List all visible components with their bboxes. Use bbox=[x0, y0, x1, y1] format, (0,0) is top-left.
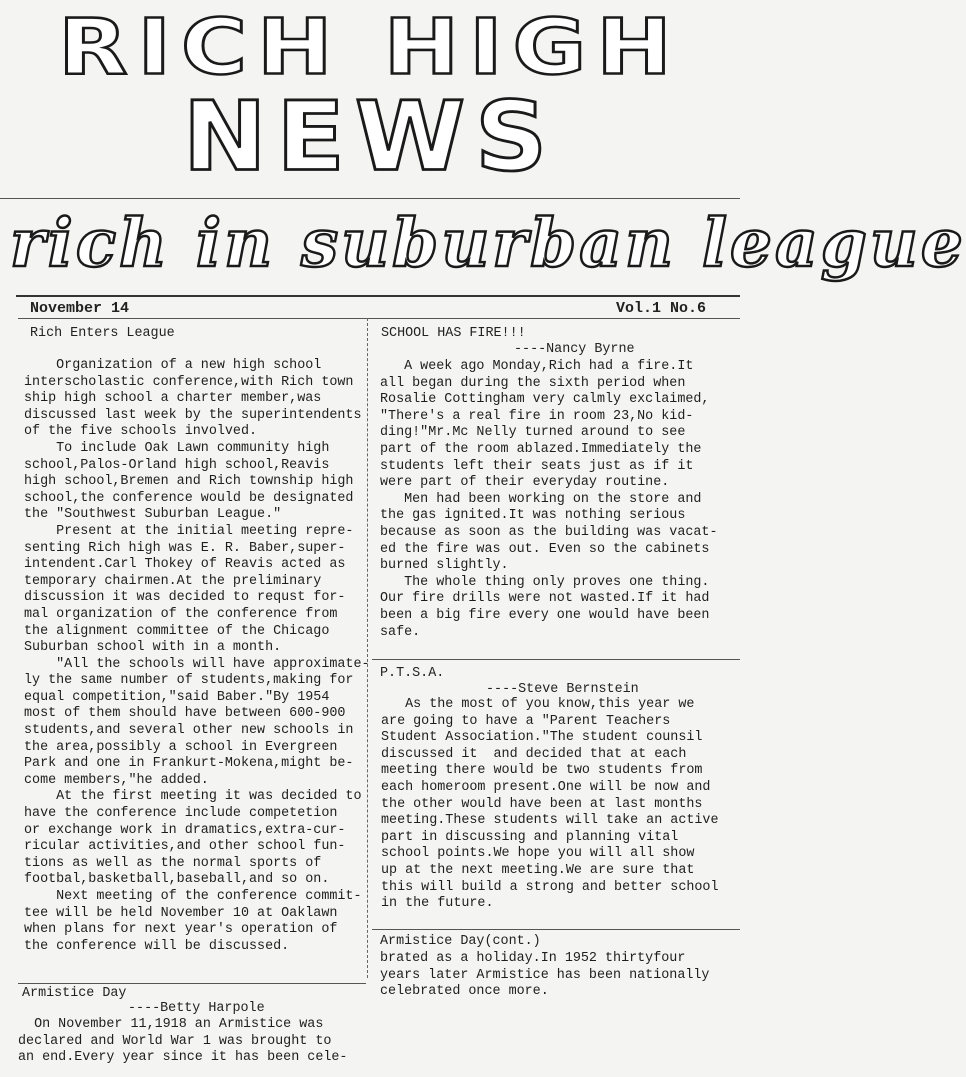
article-heading-fire: SCHOOL HAS FIRE!!! bbox=[381, 326, 526, 341]
article-heading-armistice: Armistice Day bbox=[22, 986, 127, 1001]
dateline-divider bbox=[18, 318, 740, 319]
article-heading-ptsa: P.T.S.A. bbox=[380, 666, 445, 681]
issue-date: November 14 bbox=[30, 300, 130, 317]
article-byline-ptsa: ----Steve Bernstein bbox=[486, 682, 639, 697]
article-body-league: Organization of a new high school interscholastic conference,with Rich town ship high school a charter member,was discussed last week by the superintendents of the five schools involved. To include Oak Lawn community high school,Palos-Orland high school,Reavis high school,Bremen and Rich township high school,the conference would be designated the "Southwest Suburban League." Present at the initial meeting repre- senting Rich high was E. R. Baber,super- intendent.Carl Thokey of Reavis acted as temporary chairmen.At the preliminary discussion it was decided to requst for- mal organization of the conference from the alignment committee of the Chicago Suburban school with in a month. "All the schools will have approximate- ly the same number of students,making for equal competition,"said Baber."By 1954 most of them should have between 600-900 students,and several other new schools in the area,possibly a school in Evergreen Park and one in Frankurt-Mokena,might be- come members,"he added. At the first meeting it was decided to have the conference include competetion or exchange work in dramatics,extra-cur- ricular activities,and other school fun- tions as well as the normal sports of footbal,basketball,baseball,and so on. Next meeting of the conference commit- tee will be held November 10 at Oaklawn when plans for next year's operation of the conference will be discussed. bbox=[24, 358, 370, 954]
article-byline-fire: ----Nancy Byrne bbox=[514, 342, 635, 357]
article-body-fire: A week ago Monday,Rich had a fire.It all began during the sixth period when Rosalie Cottingham very calmly exclaimed, "There's a real fire in room 23,No kid- ding!"Mr.Mc Nelly turned around to see part of the room ablazed.Immediately the students left their seats just as if it were part of their everyday routine. Men had been working on the store and the gas ignited.It was nothing serious because as soon as the building was vacat- ed the fire was out. Even so the cabinets burned slightly. The whole thing only proves one thing. Our fire drills were not wasted.If it had been a big fire every one would have been safe. bbox=[380, 359, 718, 640]
slogan-divider bbox=[16, 295, 740, 297]
armistice-cont-divider bbox=[372, 929, 740, 930]
article-body-armistice-cont: brated as a holiday.In 1952 thirtyfour years later Armistice has been nationally celebrated once more. bbox=[380, 951, 710, 1000]
ptsa-divider bbox=[372, 659, 740, 660]
article-heading-league: Rich Enters League bbox=[30, 326, 175, 341]
article-body-ptsa: As the most of you know,this year we are going to have a "Parent Teachers Student Association."The student counsil discussed it and decided that at each meeting there would be two students from each homeroom present.One will be now and the other would have been at last months meeting.These students will take an active part in discussing and planning vital school points.We hope you will all show up at the next meeting.We are sure that this will build a strong and better school in the future. bbox=[381, 697, 719, 912]
masthead-title-line1: RICH HIGH bbox=[58, 2, 682, 93]
article-heading-armistice-cont: Armistice Day(cont.) bbox=[380, 934, 541, 949]
masthead-title-line2: NEWS bbox=[182, 80, 558, 193]
armistice-divider bbox=[18, 983, 366, 984]
masthead-slogan: rich in suburban league bbox=[10, 204, 966, 282]
article-byline-armistice: ----Betty Harpole bbox=[128, 1001, 265, 1016]
issue-volume: Vol.1 No.6 bbox=[616, 300, 707, 317]
article-body-armistice: On November 11,1918 an Armistice was declared and World War 1 was brought to an end.Every year since it has been cele- bbox=[18, 1017, 348, 1066]
